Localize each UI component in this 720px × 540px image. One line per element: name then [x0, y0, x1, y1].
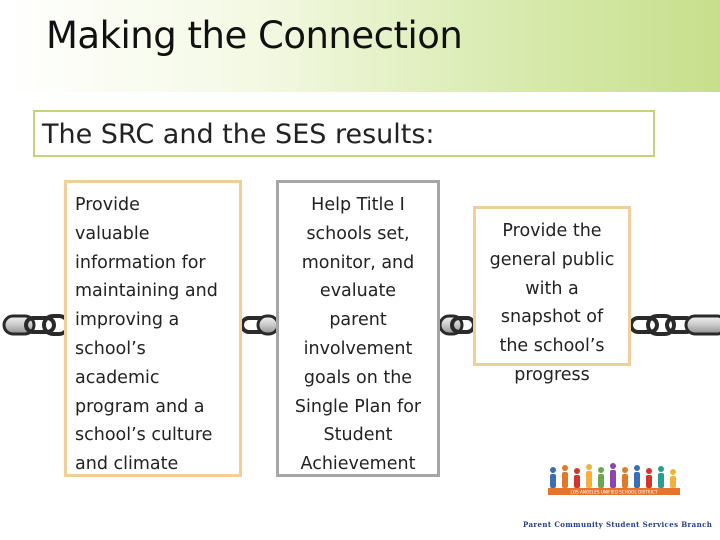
card-line: program and a	[75, 396, 205, 417]
chain-right	[631, 316, 720, 334]
card-line: schools set,	[306, 223, 410, 244]
card-line: and climate	[75, 454, 179, 475]
logo-banner-text: LOS ANGELES UNIFIED SCHOOL DISTRICT	[570, 489, 658, 495]
card-line: with a	[525, 278, 579, 299]
logo-caption: Parent Community Student Services Branch	[523, 520, 713, 529]
card-line: evaluate	[319, 281, 397, 302]
subtitle-box	[33, 110, 655, 157]
card-line: general public	[489, 249, 615, 270]
card-line: maintaining and	[75, 281, 218, 302]
card-line: Provide	[75, 195, 140, 215]
card-line: Provide the	[502, 221, 602, 241]
slide-title: Making the Connection	[46, 14, 463, 57]
card-line: academic	[75, 367, 160, 388]
chain-middle-2	[440, 316, 474, 334]
card-line: valuable	[75, 223, 150, 244]
card-line: goals on the	[303, 367, 413, 388]
people-figures-icon	[550, 463, 676, 488]
chain-middle-1	[242, 316, 278, 334]
card-line: Help Title I	[311, 195, 405, 215]
card-line: improving a	[75, 310, 180, 331]
card-line: Achievement	[300, 454, 416, 475]
card-line: information for	[75, 252, 206, 273]
card-line: Single Plan for	[294, 396, 422, 417]
card-line: monitor, and	[301, 252, 415, 273]
card-line: snapshot of	[500, 307, 604, 328]
chain-left	[4, 316, 68, 334]
card-public-snapshot	[473, 206, 631, 385]
card-line: progress	[514, 364, 590, 385]
card-line: Student	[323, 425, 393, 446]
card-line: parent	[329, 310, 387, 331]
card-line: school’s culture	[75, 425, 213, 446]
card-line: involvement	[303, 338, 413, 359]
card-line: the school’s	[499, 336, 605, 357]
subtitle-text: The SRC and the SES results:	[42, 119, 435, 150]
card-academic-program	[64, 180, 242, 477]
card-title-i-schools	[276, 180, 440, 477]
card-line: school’s	[75, 338, 146, 359]
